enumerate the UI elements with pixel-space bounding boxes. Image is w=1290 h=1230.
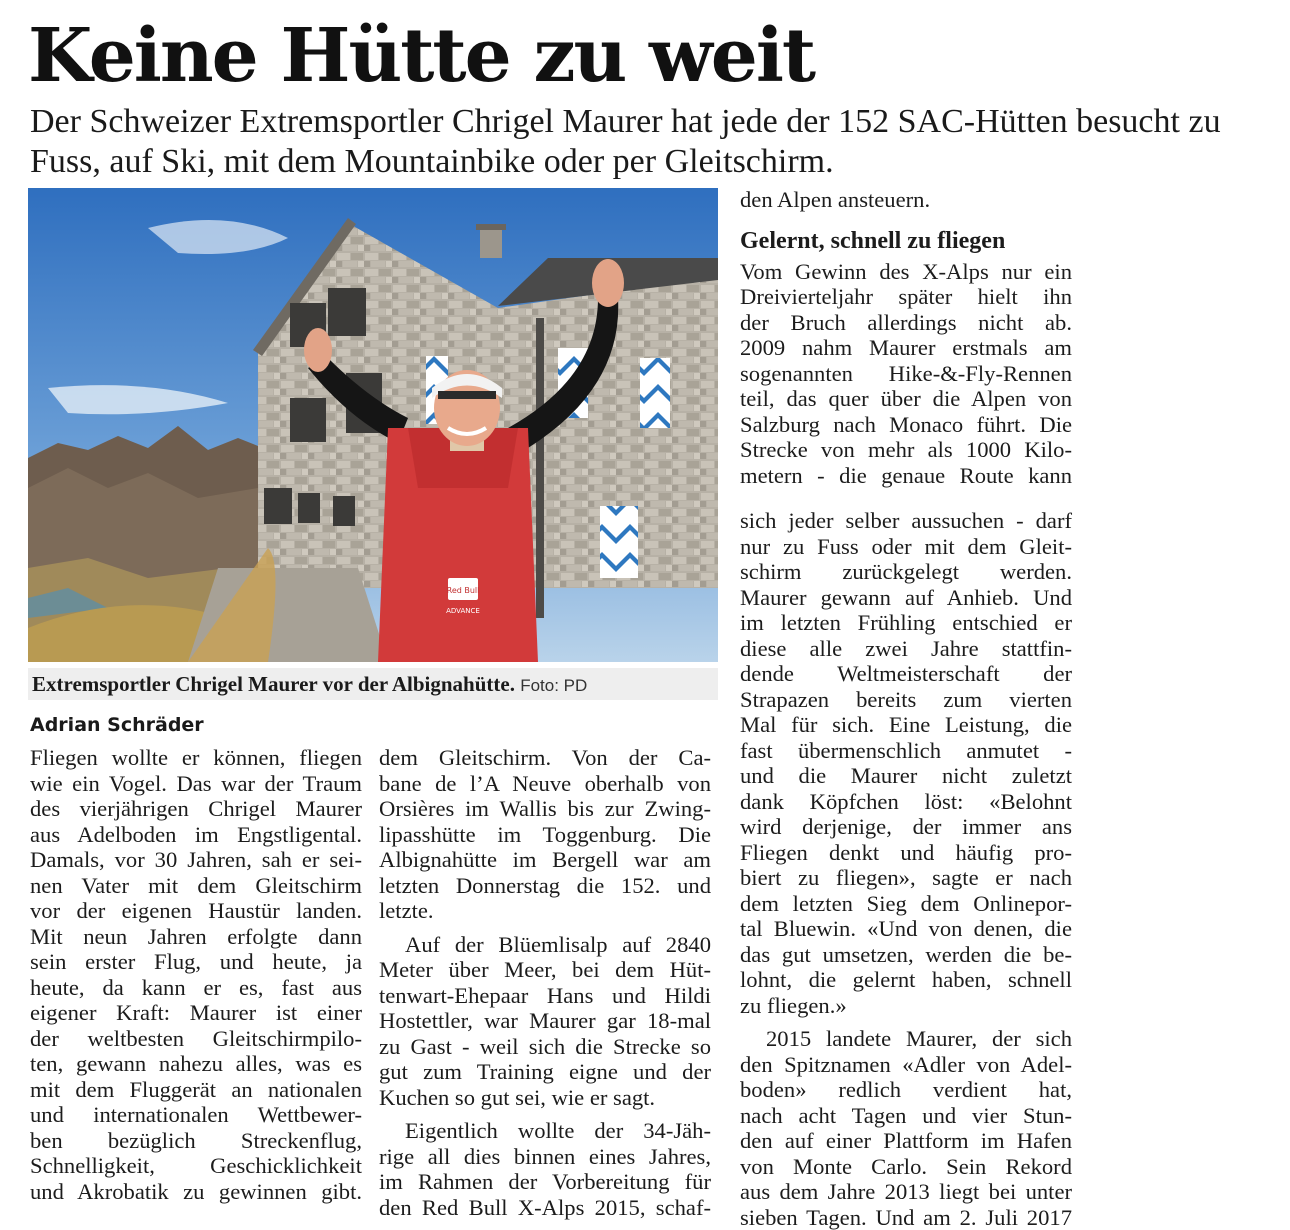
text-line: Eigentlich wollte der 34-Jäh- bbox=[379, 1118, 711, 1144]
text-line: tenwart-Ehepaar Hans und Hildi bbox=[379, 983, 711, 1009]
text-line: Vom Gewinn des X-Alps nur ein bbox=[740, 259, 1072, 285]
text-line: des vierjährigen Chrigel Maurer bbox=[30, 796, 362, 822]
article-column-2 bbox=[379, 745, 711, 1220]
text-line: Auf der Blüemlisalp auf 2840 bbox=[379, 932, 711, 958]
text-line: metern - die genaue Route kann bbox=[740, 463, 1072, 489]
text-line: Damals, vor 30 Jahren, sah er sei- bbox=[30, 847, 362, 873]
text-line: der weltbesten Gleitschirmpilo- bbox=[30, 1026, 362, 1052]
text-line: dem letzten Sieg dem Onlinepor- bbox=[740, 891, 1072, 917]
text-line: Orsières im Wallis bis zur Zwing- bbox=[379, 796, 711, 822]
article-column-3 bbox=[740, 187, 1072, 488]
text-line: und internationalen Wettbewer- bbox=[30, 1102, 362, 1128]
headline: Keine Hütte zu weit bbox=[28, 12, 814, 100]
text-line: sogenannten Hike-&-Fly-Rennen bbox=[740, 361, 1072, 387]
text-line: ben bezüglich Streckenflug, bbox=[30, 1128, 362, 1154]
text-line: boden» redlich verdient hat, bbox=[740, 1077, 1072, 1103]
text-line: Dreivierteljahr später hielt ihn bbox=[740, 284, 1072, 310]
text-line: Albignahütte im Bergell war am bbox=[379, 847, 711, 873]
text-line: biert zu fliegen», sagte er nach bbox=[740, 865, 1072, 891]
text-line: sich jeder selber aussuchen - darf bbox=[740, 508, 1072, 534]
text-line: nen Vater mit dem Gleitschirm bbox=[30, 873, 362, 899]
photo-illustration bbox=[28, 188, 718, 662]
vest-logo-2: ADVANCE bbox=[446, 607, 480, 615]
text-line: sein erster Flug, und heute, ja bbox=[30, 949, 362, 975]
text-line: letzten Donnerstag die 152. und bbox=[379, 873, 711, 899]
text-line: Strapazen bereits zum vierten bbox=[740, 687, 1072, 713]
text-line: lohnt, die gelernt haben, schnell bbox=[740, 967, 1072, 993]
text-line: Strecke von mehr als 1000 Kilo- bbox=[740, 437, 1072, 463]
text-line: bane de l’A Neuve oberhalb von bbox=[379, 771, 711, 797]
article-column-1 bbox=[30, 745, 362, 1204]
text-line: das gut umsetzen, werden die be- bbox=[740, 942, 1072, 968]
article-photo[interactable] bbox=[28, 188, 718, 662]
text-line: zu Gast - weil sich die Strecke so bbox=[379, 1034, 711, 1060]
text-line: dende Weltmeisterschaft der bbox=[740, 661, 1072, 687]
text-line: dem Gleitschirm. Von der Ca- bbox=[379, 745, 711, 771]
author-byline: Adrian Schräder bbox=[30, 712, 204, 738]
text-line: tal Bluewin. «Und von denen, die bbox=[740, 916, 1072, 942]
photo-caption bbox=[28, 668, 718, 700]
text-line: Fliegen denkt und häufig pro- bbox=[740, 840, 1072, 866]
text-line: Fliegen wollte er können, fliegen bbox=[30, 745, 362, 771]
text-line: Hostettler, war Maurer gar 18-mal bbox=[379, 1008, 711, 1034]
text-line: der Bruch allerdings nicht ab. bbox=[740, 310, 1072, 336]
text-line: sieben Tagen. Und am 2. Juli 2017 bbox=[740, 1205, 1072, 1230]
text-line: gut zum Training eigne und der bbox=[379, 1059, 711, 1085]
text-line: mit dem Fluggerät an nationalen bbox=[30, 1077, 362, 1103]
text-line: den Alpen ansteuern. bbox=[740, 187, 1072, 213]
text-line: Kuchen so gut sei, wie er sagt. bbox=[379, 1085, 711, 1111]
text-line: lipasshütte im Toggenburg. Die bbox=[379, 822, 711, 848]
text-line: Mit neun Jahren erfolgte dann bbox=[30, 924, 362, 950]
text-line: vor der eigenen Haustür landen. bbox=[30, 898, 362, 924]
text-line: aus dem Jahre 2013 liegt bei unter bbox=[740, 1179, 1072, 1205]
text-line: nach acht Tagen und vier Stun- bbox=[740, 1103, 1072, 1129]
article-column-3-continued bbox=[740, 508, 1072, 1230]
text-line: rige all dies binnen eines Jahres, bbox=[379, 1144, 711, 1170]
text-line: wird derjenige, der immer ans bbox=[740, 814, 1072, 840]
text-line: dank Köpfchen löst: «Belohnt bbox=[740, 789, 1072, 815]
text-line: den auf einer Plattform im Hafen bbox=[740, 1128, 1072, 1154]
subheadline: Der Schweizer Extremsportler Chrigel Maurer hat jede der 152 SAC-Hütten besucht zu Fuss, auf Ski, mit dem Mountainbike oder per Gleitschirm. bbox=[30, 102, 1285, 182]
text-line: Maurer gewann auf Anhieb. Und bbox=[740, 585, 1072, 611]
text-line: nur zu Fuss oder mit dem Gleit- bbox=[740, 534, 1072, 560]
text-line: heute, da kann er es, fast aus bbox=[30, 975, 362, 1001]
text-line: 2015 landete Maurer, der sich bbox=[740, 1026, 1072, 1052]
text-line: und die Maurer nicht zuletzt bbox=[740, 763, 1072, 789]
text-line: fast übermenschlich anmutet - bbox=[740, 738, 1072, 764]
vest-logo-1: Red Bull bbox=[447, 586, 480, 595]
text-line: den Red Bull X-Alps 2015, schaf- bbox=[379, 1195, 711, 1221]
text-line: Schnelligkeit, Geschicklichkeit bbox=[30, 1153, 362, 1179]
text-line: Meter über Meer, bei dem Hüt- bbox=[379, 957, 711, 983]
text-line: letzte. bbox=[379, 898, 711, 924]
text-line: ten, gewann nahezu alles, was es bbox=[30, 1051, 362, 1077]
photo-credit: Foto: PD bbox=[520, 676, 587, 695]
text-line: Salzburg nach Monaco führt. Die bbox=[740, 412, 1072, 438]
text-line: 2009 nahm Maurer erstmals am bbox=[740, 335, 1072, 361]
text-line: den Spitznamen «Adler von Adel- bbox=[740, 1052, 1072, 1078]
caption-text: Extremsportler Chrigel Maurer vor der Albignahütte. bbox=[32, 672, 515, 696]
text-line: diese alle zwei Jahre stattfin- bbox=[740, 636, 1072, 662]
text-line: zu fliegen.» bbox=[740, 993, 1072, 1019]
text-line: von Monte Carlo. Sein Rekord bbox=[740, 1154, 1072, 1180]
text-line: teil, das quer über die Alpen von bbox=[740, 386, 1072, 412]
text-line: und Akrobatik zu gewinnen gibt. bbox=[30, 1179, 362, 1205]
text-line: Mal für sich. Eine Leistung, die bbox=[740, 712, 1072, 738]
text-line: aus Adelboden im Engstligental. bbox=[30, 822, 362, 848]
text-line: eigener Kraft: Maurer ist einer bbox=[30, 1000, 362, 1026]
text-line: im Rahmen der Vorbereitung für bbox=[379, 1169, 711, 1195]
section-subheading: Gelernt, schnell zu fliegen bbox=[740, 227, 1072, 255]
text-line: wie ein Vogel. Das war der Traum bbox=[30, 771, 362, 797]
text-line: schirm zurückgelegt werden. bbox=[740, 559, 1072, 585]
text-line: im letzten Frühling entschied er bbox=[740, 610, 1072, 636]
